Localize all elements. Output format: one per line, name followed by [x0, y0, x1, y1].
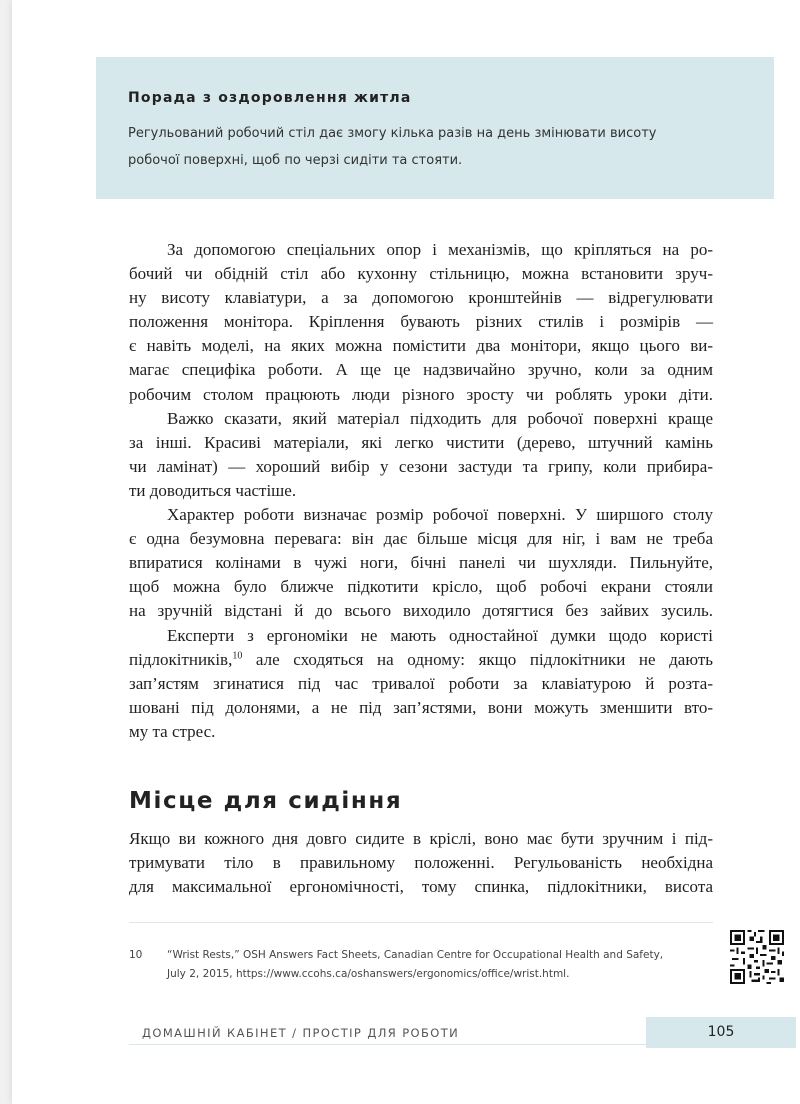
text-line: магає специфіка роботи. А ще це надзвичайно зручно, коли за одним: [129, 360, 713, 380]
text-line: положення монітора. Кріплення бувають різних стилів і розмірів —: [129, 312, 713, 332]
text-segment: підлокітників,: [129, 649, 233, 669]
text-line: ти доводиться частіше.: [129, 480, 297, 500]
tip-title: Порада з оздоровлення житла: [128, 90, 412, 106]
text-line: ну висоту клавіатури, а за допомогою кронштейнів — відрегулювати: [129, 288, 713, 308]
tip-line: робочої поверхні, щоб по черзі сидіти та стояти.: [128, 153, 463, 168]
footnote-line: [129, 946, 719, 965]
text-line: Характер роботи визначає розмір робочої поверхні. У ширшого столу: [167, 505, 713, 525]
text-line: бочий чи обідній стіл або кухонну стільницю, можна встановити зруч-: [129, 264, 713, 284]
footnote-divider: [129, 922, 713, 923]
footnote-text: “Wrist Rests,” OSH Answers Fact Sheets, Canadian Centre for Occupational Health and Safety,: [167, 949, 664, 961]
text-line: зап’ястям згинатися під час тривалої роботи за клавіатурою й розта-: [129, 673, 713, 693]
tip-line: Регульований робочий стіл дає змогу кілька разів на день змінювати висоту: [128, 126, 657, 141]
tip-text: [128, 120, 744, 174]
qr-code-icon[interactable]: [730, 930, 784, 984]
text-line: робочим столом працюють люди різного зросту чи роблять уроки діти.: [129, 384, 713, 404]
text-line: му та стрес.: [129, 721, 216, 741]
text-line: тримувати тіло в правильному положенні. Регульованість необхідна: [129, 853, 713, 873]
section-text: [129, 827, 713, 899]
footnote: [129, 946, 719, 984]
footnote-number: 10: [129, 949, 143, 961]
text-line: є навіть моделі, на яких можна помістити два монітори, якщо цього ви-: [129, 336, 713, 356]
text-line: за інші. Красиві матеріали, які легко чистити (дерево, штучний камінь: [129, 432, 713, 452]
footnote-link[interactable]: July 2, 2015, https://www.ccohs.ca/oshanswers/ergonomics/office/wrist.html.: [167, 968, 570, 980]
page-number-tab: [646, 1017, 796, 1048]
book-page: [12, 0, 800, 1104]
text-line: За допомогою спеціальних опор і механізмів, що кріпляться на ро-: [167, 240, 713, 259]
tip-box: [96, 57, 774, 199]
text-line: Експерти з ергономіки не мають одностайної думки щодо користі: [167, 625, 713, 645]
text-line: Якщо ви кожного дня довго сидите в кріслі, воно має бути зручним і під-: [129, 829, 713, 848]
main-text: [129, 238, 713, 744]
section-heading: Місце для сидіння: [129, 788, 403, 814]
text-line: є одна безумовна перевага: він дає більше місця для ніг, і вам не треба: [129, 529, 713, 549]
text-line: на зручній відстані й до всього виходило дотягтися без зайвих зусиль.: [129, 601, 713, 621]
text-line: Важко сказати, який матеріал підходить для робочої поверхні краще: [167, 408, 713, 428]
text-line: [129, 648, 713, 672]
footnote-marker[interactable]: 10: [232, 649, 243, 661]
running-title: ДОМАШНІЙ КАБІНЕТ / ПРОСТІР ДЛЯ РОБОТИ: [142, 1026, 460, 1040]
page-number: 105: [707, 1024, 735, 1040]
text-line: шовані під долонями, а не під зап’ястями, вони можуть зменшити вто-: [129, 697, 713, 717]
text-line: для максимальної ергономічності, тому спинка, підлокітники, висота: [129, 877, 713, 897]
text-line: щоб можна було ближче підкотити крісло, щоб робочі екрани стояли: [129, 577, 713, 597]
text-line: чи ламінат) — хороший вибір у сезони застуди та грипу, коли прибира-: [129, 456, 713, 476]
text-segment: але сходяться на одному: якщо підлокітники не дають: [242, 649, 713, 669]
footer-divider: [129, 1044, 647, 1045]
text-line: впиратися колінами в чужі ноги, бічні панелі чи шухляди. Пильнуйте,: [129, 553, 713, 573]
